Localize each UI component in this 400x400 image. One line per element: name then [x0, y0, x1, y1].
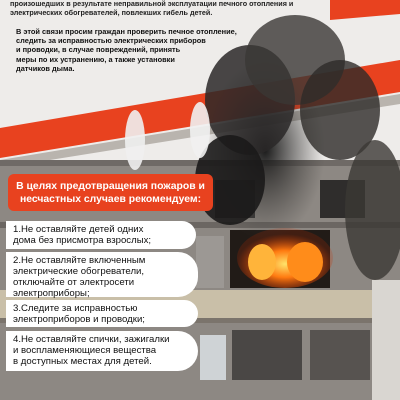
top-line-2: электрических обогревателей, повлекших гибель детей. [10, 7, 213, 17]
tip-item-4 [6, 331, 198, 371]
tip-4-line-1: 4.Не оставляйте спички, зажигалки [13, 334, 170, 345]
heading-line-1: В целях предотвращения пожаров и [16, 180, 205, 192]
tip-2-line-2: электрические обогреватели, [13, 266, 145, 277]
tip-3-line-2: электроприборов и проводки; [13, 314, 145, 325]
tip-2-line-1: 2.Не оставляйте включенным [13, 255, 146, 266]
tip-3-line-1: 3.Следите за исправностью [13, 303, 138, 314]
tip-item-2 [6, 252, 198, 297]
appeal-line-4: меры по их устранению, а также установки [16, 54, 175, 64]
appeal-paragraph [16, 27, 246, 73]
top-paragraph [10, 0, 305, 17]
heading-line-2: несчастных случаев рекомендуем: [19, 193, 202, 205]
appeal-line-3: и проводки, в случае повреждений, принять [16, 45, 181, 55]
appeal-line-1: В этой связи просим граждан проверить печное отопление, [16, 27, 237, 36]
tip-item-3 [6, 300, 198, 327]
tip-4-line-2: и воспламеняющиеся вещества [13, 345, 157, 356]
tip-4-line-3: в доступных местах для детей. [13, 356, 152, 367]
appeal-line-5: датчиков дыма. [16, 63, 75, 73]
tip-1-line-1: 1.Не оставляйте детей одних [13, 224, 144, 235]
recommendations-heading [8, 174, 213, 211]
tip-2-line-3: отключайте от электросети [13, 277, 135, 288]
appeal-line-2: следить за исправностью электрических приборов [16, 36, 206, 46]
top-line-1: произошедших в результате неправильной эксплуатации печного отопления и [10, 0, 294, 8]
tip-item-1 [6, 221, 196, 249]
tip-2-line-4: электроприборы; [13, 288, 90, 299]
tip-1-line-2: дома без присмотра взрослых; [13, 235, 152, 246]
